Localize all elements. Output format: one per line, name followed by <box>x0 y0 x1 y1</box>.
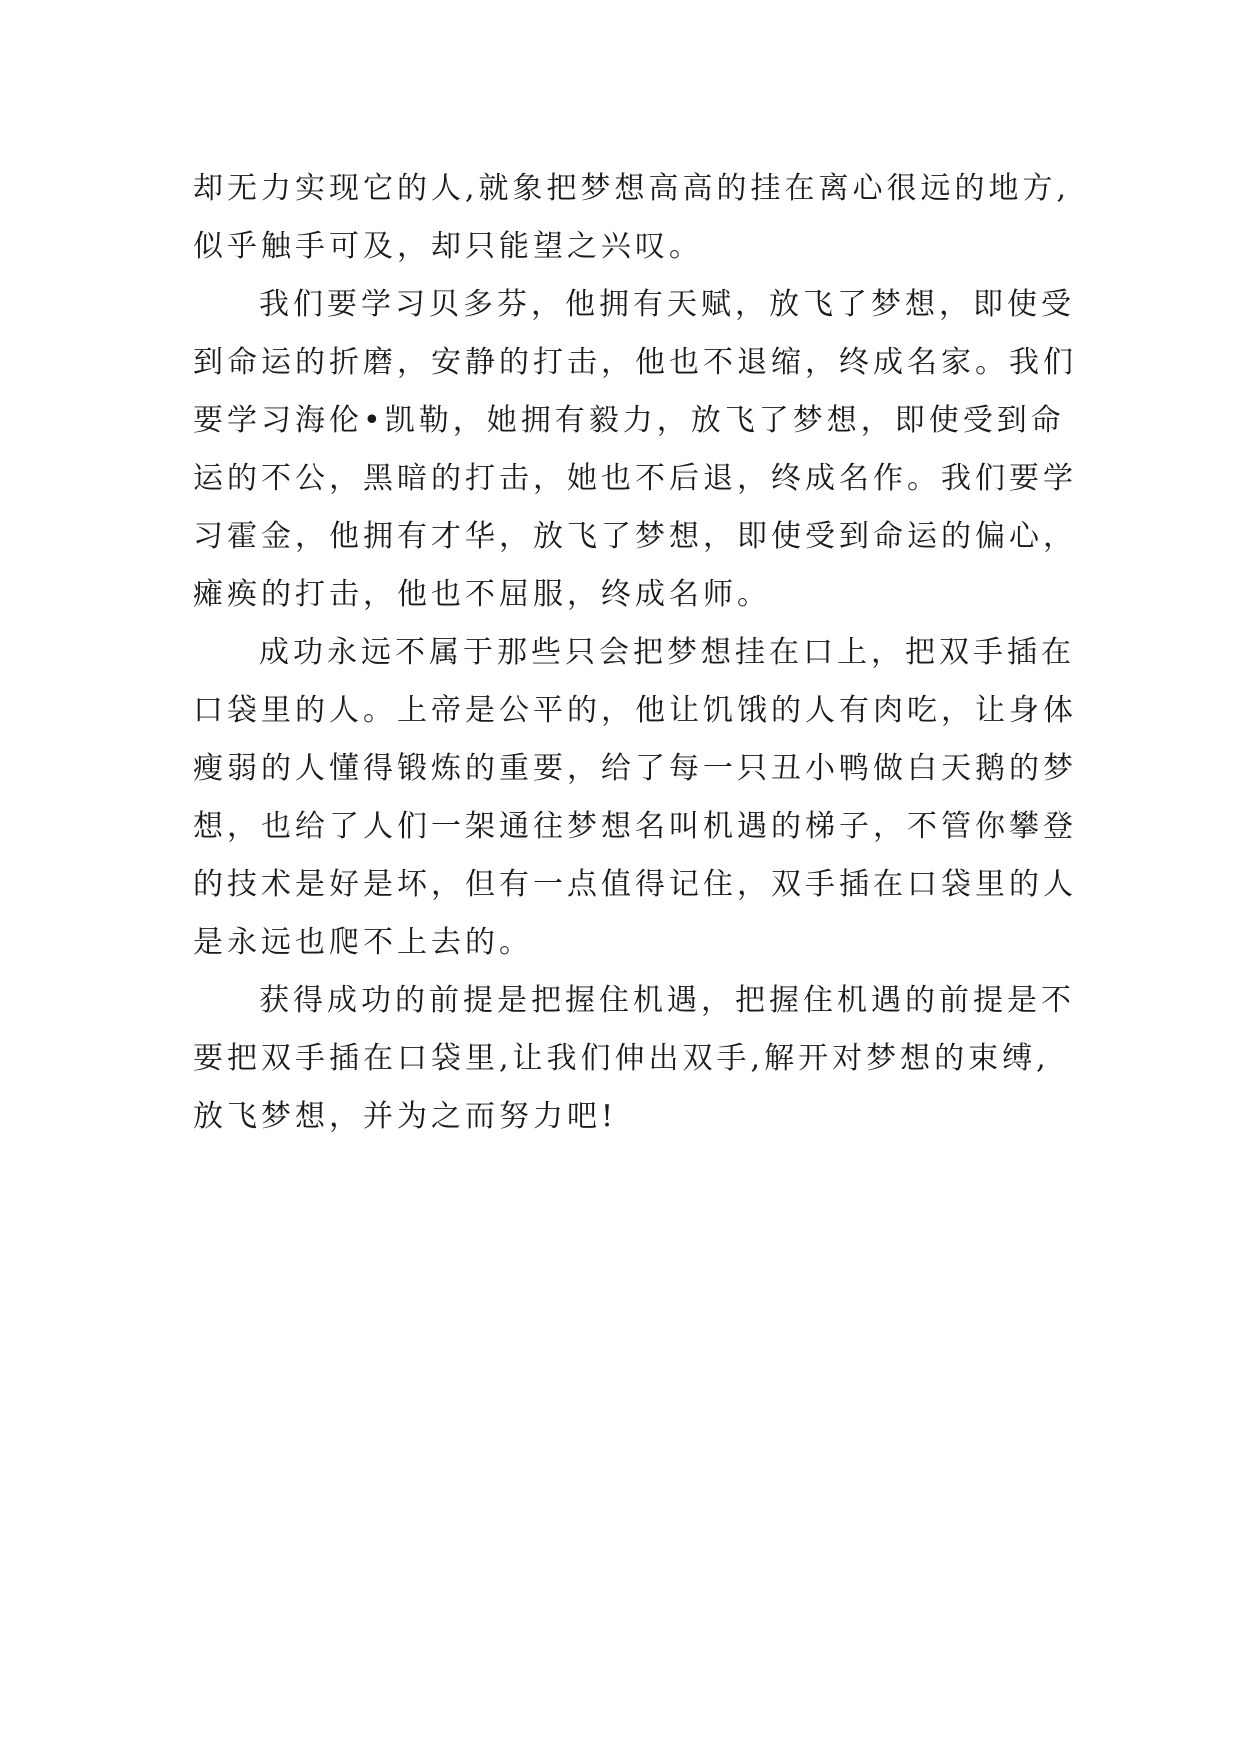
paragraph-line: 瘦弱的人懂得锻炼的重要，给了每一只丑小鸭做白天鹅的梦 <box>193 751 1077 786</box>
paragraph-line: 却无力实现它的人,就象把梦想高高的挂在离心很远的地方, <box>193 171 1071 206</box>
paragraph-line: 似乎触手可及，却只能望之兴叹。 <box>193 229 703 264</box>
paragraph <box>193 276 1093 624</box>
paragraph <box>193 972 1093 1146</box>
paragraph-line: 到命运的折磨，安静的打击，他也不退缩，终成名家。我们 <box>193 345 1077 380</box>
essay-body <box>193 160 1093 1146</box>
paragraph-line: 习霍金，他拥有才华，放飞了梦想，即使受到命运的偏心， <box>193 519 1077 554</box>
paragraph-line: 获得成功的前提是把握住机遇，把握住机遇的前提是不 <box>259 983 1075 1018</box>
paragraph-line: 是永远也爬不上去的。 <box>193 925 533 960</box>
paragraph-line: 口袋里的人。上帝是公平的，他让饥饿的人有肉吃，让身体 <box>193 693 1077 728</box>
paragraph <box>193 160 1093 276</box>
paragraph-line: 的技术是好是坏，但有一点值得记住，双手插在口袋里的人 <box>193 867 1077 902</box>
paragraph-line: 我们要学习贝多芬，他拥有天赋，放飞了梦想，即使受 <box>259 287 1075 322</box>
paragraph-line: 运的不公，黑暗的打击，她也不后退，终成名作。我们要学 <box>193 461 1077 496</box>
paragraph-line: 放飞梦想，并为之而努力吧! <box>193 1099 618 1134</box>
paragraph-line: 成功永远不属于那些只会把梦想挂在口上，把双手插在 <box>259 635 1075 670</box>
paragraph-line: 瘫痪的打击，他也不屈服，终成名师。 <box>193 577 771 612</box>
paragraph-line: 要学习海伦•凯勒，她拥有毅力，放飞了梦想，即使受到命 <box>193 403 1065 438</box>
paragraph-line: 想，也给了人们一架通往梦想名叫机遇的梯子，不管你攀登 <box>193 809 1077 844</box>
paragraph <box>193 624 1093 972</box>
paragraph-line: 要把双手插在口袋里,让我们伸出双手,解开对梦想的束缚, <box>193 1041 1050 1076</box>
